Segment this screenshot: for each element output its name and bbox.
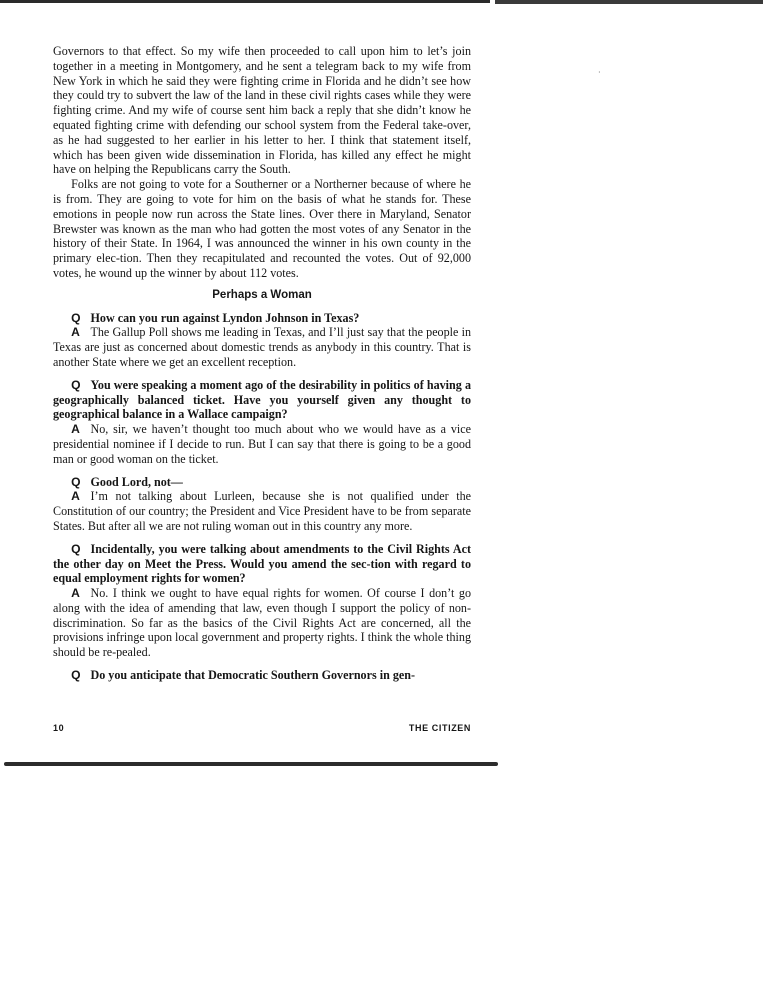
question-text: Good Lord, not— <box>90 474 183 489</box>
question-label: Q <box>71 668 81 683</box>
question-label: Q <box>71 474 81 489</box>
question <box>53 542 471 586</box>
top-rule-right <box>495 0 763 4</box>
question <box>53 475 471 490</box>
question-label: Q <box>71 310 81 325</box>
answer <box>53 586 471 660</box>
answer <box>53 489 471 533</box>
paragraph: Folks are not going to vote for a Southerner or a Northerner because of where he is from. They are going to vote for him on the basis of what he stands for. These emotions in people now run across the State lines. Over there in Maryland, Senator Brewster was known as the man who had gotten the most votes of any Senator in the history of their State. In 1964, I was announced the winner in his own county in the primary elec-tion. Then they recapitulated and recounted the votes. Out of 92,000 votes, he wound up the winner by about 112 votes. <box>53 177 471 280</box>
question-text: How can you run against Lyndon Johnson in Texas? <box>90 310 360 325</box>
answer-text: No, sir, we haven’t thought too much about who we would have as a vice presidential nominee if I decide to run. But I can say that there is going to be a good man or good woman on the ticket. <box>53 422 471 466</box>
top-rule <box>0 0 490 3</box>
answer <box>53 325 471 369</box>
question-text: You were speaking a moment ago of the desirability in politics of having a geographically balanced ticket. Have you yourself given any thought to geographical balance in a Wallace campaign? <box>53 377 471 422</box>
bottom-rule <box>4 762 498 766</box>
answer-text: No. I think we ought to have equal rights for women. Of course I don’t go along with the idea of amending that law, even though I support the policy of non-discrimination. So far as the basics of the Civil Rights Act are concerned, all the provisions infringe upon local government and property rights. I think the whole thing should be re-pealed. <box>53 586 471 660</box>
question-text: Do you anticipate that Democratic Southern Governors in gen- <box>90 668 415 683</box>
paragraph: Governors to that effect. So my wife then proceeded to call upon him to let’s join together in a meeting in Montgomery, and he sent a telegram back to my wife from New York in which he said they were fighting crime in Florida and he didn’t see how they could try to subvert the law of the land in these civil rights cases while they were fighting crime. And my wife of course sent him back a reply that she didn’t know he equated fighting crime with defending our school system from the Federal take-over, as he had suggested to her earlier in his letter to her. I think that statement itself, which has been given wide dissemination in Florida, has killed any effect he might have on helping the Republicans carry the South. <box>53 44 471 177</box>
answer-label: A <box>71 586 80 601</box>
section-heading: Perhaps a Woman <box>212 288 312 301</box>
question-label: Q <box>71 541 81 556</box>
question <box>53 668 471 683</box>
article-body <box>53 44 471 683</box>
answer-text: I’m not talking about Lurleen, because she is not qualified under the Constitution of our country; the President and Vice President have to be from separate States. But after all we are not ruling woman out in this country any more. <box>53 489 471 533</box>
answer <box>53 422 471 466</box>
page-number: 10 <box>53 723 65 733</box>
answer-label: A <box>71 489 80 504</box>
publication-name: THE CITIZEN <box>408 723 471 733</box>
question <box>53 311 471 326</box>
question-text: Incidentally, you were talking about amendments to the Civil Rights Act the other day on Meet the Press. Would you amend the sec-tion with regard to equal employment rights for women? <box>53 541 471 586</box>
scan-speck: · <box>598 68 601 77</box>
question <box>53 378 471 422</box>
answer-text: The Gallup Poll shows me leading in Texas, and I’ll just say that the people in Texas are just as concerned about domestic trends as anybody in this country. That is another State where we get an excellent reception. <box>53 325 471 369</box>
answer-label: A <box>71 422 80 437</box>
answer-label: A <box>71 325 80 340</box>
question-label: Q <box>71 377 81 392</box>
